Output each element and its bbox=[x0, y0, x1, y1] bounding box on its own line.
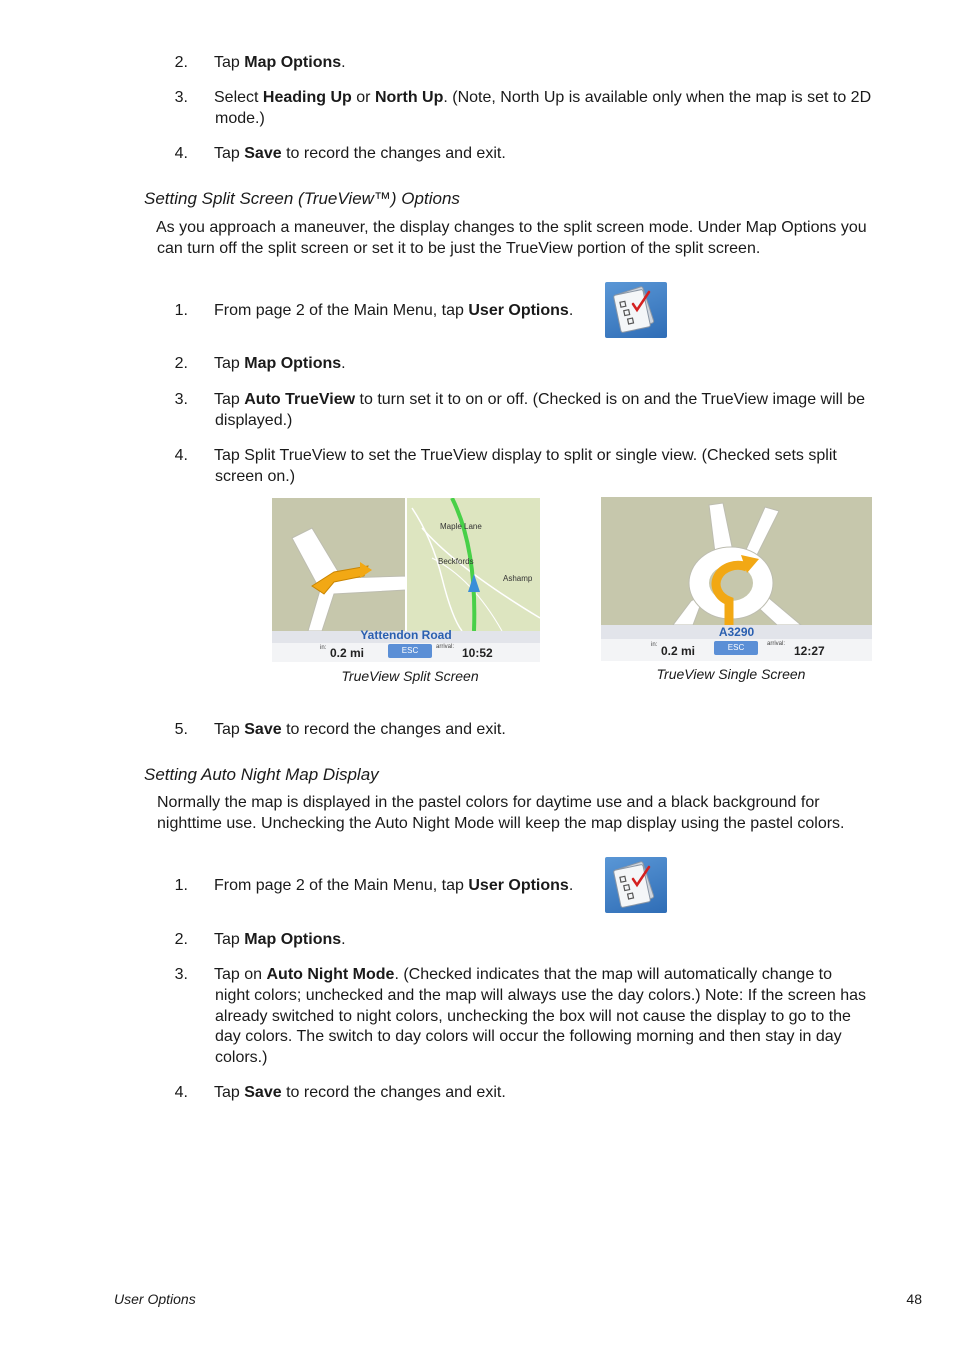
step-number: 4. bbox=[174, 447, 188, 464]
step-text: From page 2 of the Main Menu, tap User Options. bbox=[214, 302, 574, 319]
step-number: 4. bbox=[174, 145, 188, 162]
arrival-label: arrival: bbox=[436, 644, 455, 650]
step-text-cont: day colors. The switch to day colors will occur the following morning and then stay in day bbox=[215, 1028, 842, 1045]
user-options-checklist-icon bbox=[605, 282, 667, 338]
step-text: Tap Auto TrueView to turn set it to on or off. (Checked is on and the TrueView image will be bbox=[214, 391, 865, 408]
step-number: 1. bbox=[174, 877, 188, 894]
esc-button[interactable]: ESC bbox=[388, 644, 432, 658]
distance-label: in: bbox=[320, 645, 327, 651]
distance-value: 0.2 mi bbox=[661, 644, 696, 658]
step-number: 3. bbox=[174, 89, 188, 106]
figure-caption: TrueView Split Screen bbox=[341, 668, 479, 684]
step-text: Tap on Auto Night Mode. (Checked indicates that the map will automatically change to bbox=[214, 966, 833, 983]
step-text-cont: colors.) bbox=[215, 1049, 268, 1066]
step-number: 2. bbox=[174, 931, 188, 948]
esc-button[interactable]: ESC bbox=[714, 641, 758, 655]
step-number: 3. bbox=[174, 391, 188, 408]
section-heading-auto-night: Setting Auto Night Map Display bbox=[144, 765, 379, 784]
step-text-cont: night colors; unchecked and the map will always use the day colors.) Note: If the screen has bbox=[215, 987, 867, 1004]
step-number: 4. bbox=[174, 1084, 188, 1101]
step-text-cont: displayed.) bbox=[215, 412, 293, 429]
step-text: Tap Save to record the changes and exit. bbox=[214, 1084, 506, 1101]
map-label: Ashamp bbox=[503, 574, 533, 583]
distance-label: in: bbox=[651, 642, 658, 648]
step-text: Tap Split TrueView to set the TrueView display to split or single view. (Checked sets split bbox=[214, 447, 837, 464]
page-number: 48 bbox=[906, 1291, 922, 1307]
distance-value: 0.2 mi bbox=[330, 646, 365, 660]
step-number: 2. bbox=[174, 355, 188, 372]
step-text: Tap Save to record the changes and exit. bbox=[214, 721, 506, 738]
arrival-label: arrival: bbox=[767, 641, 786, 647]
arrival-time: 12:27 bbox=[794, 644, 825, 658]
section-heading-split-screen: Setting Split Screen (TrueView™) Options bbox=[144, 189, 460, 208]
step-text-cont: already switched to night colors, unchecking the box will not cause the display to go to the bbox=[215, 1008, 851, 1025]
arrival-time: 10:52 bbox=[462, 646, 493, 660]
step-number: 3. bbox=[174, 966, 188, 983]
road-name: Yattendon Road bbox=[360, 628, 452, 642]
paragraph-line: nighttime use. Unchecking the Auto Night Mode will keep the map display using the pastel colors. bbox=[157, 815, 845, 832]
figure-caption: TrueView Single Screen bbox=[656, 666, 806, 682]
trueview-split-screen-image bbox=[272, 498, 540, 662]
step-text-cont: mode.) bbox=[215, 110, 265, 127]
step-text: Tap Save to record the changes and exit. bbox=[214, 145, 506, 162]
step-text: Tap Map Options. bbox=[214, 54, 346, 71]
step-number: 1. bbox=[174, 302, 188, 319]
trueview-single-screen-image bbox=[601, 497, 872, 661]
checklist-icon bbox=[605, 857, 667, 913]
step-number: 5. bbox=[174, 721, 188, 738]
step-text: Tap Map Options. bbox=[214, 931, 346, 948]
road-name: A3290 bbox=[718, 625, 755, 639]
checklist-icon bbox=[605, 282, 667, 338]
step-text: From page 2 of the Main Menu, tap User Options. bbox=[214, 877, 574, 894]
map-label: Maple Lane bbox=[440, 522, 482, 531]
map-label: Beckfords bbox=[438, 557, 474, 566]
paragraph-line: Normally the map is displayed in the pastel colors for daytime use and a black background for bbox=[157, 794, 820, 811]
step-number: 2. bbox=[174, 54, 188, 71]
paragraph-line: can turn off the split screen or set it to be just the TrueView portion of the split screen. bbox=[157, 240, 761, 257]
paragraph-line: As you approach a maneuver, the display changes to the split screen mode. Under Map Options you bbox=[156, 219, 867, 236]
step-text: Select Heading Up or North Up. (Note, North Up is available only when the map is set to 2D bbox=[214, 89, 872, 106]
footer-section-name: User Options bbox=[114, 1291, 196, 1307]
user-options-checklist-icon bbox=[605, 857, 667, 913]
step-text-cont: screen on.) bbox=[215, 468, 296, 485]
step-text: Tap Map Options. bbox=[214, 355, 346, 372]
